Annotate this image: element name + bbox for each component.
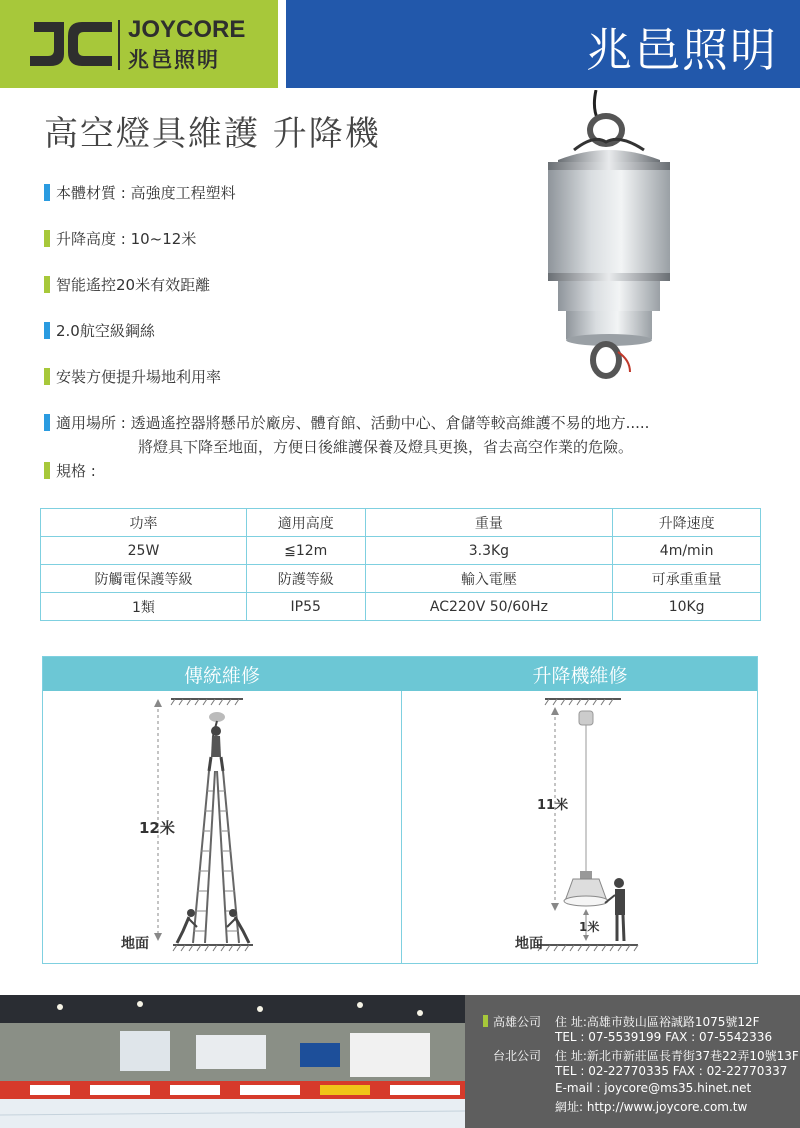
table-cell: 10Kg [613,593,761,621]
bullet-icon [483,1015,488,1027]
hoist-title: 升降機維修 [532,665,628,687]
bullet-icon [44,322,50,339]
table-cell: 防護等級 [246,565,365,593]
email-link[interactable]: E-mail : joycore@ms35.hinet.net [555,1081,752,1095]
page-title: 高空燈具維護 升降機 [44,114,381,154]
table-row [41,537,761,565]
spec-table [40,508,761,621]
traditional-height-label: 12米 [139,819,175,837]
table-cell: 3.3Kg [365,537,613,565]
comparison-header [43,657,757,691]
feature-text: 智能遙控20米有效距離 [56,276,211,294]
kaohsiung-phone: TEL : 07-5539199 FAX : 07-5542336 [555,1030,773,1044]
bullet-icon [44,230,50,247]
table-cell: 輸入電壓 [365,565,613,593]
table-cell: 防觸電保護等級 [41,565,247,593]
table-cell: 適用高度 [246,509,365,537]
table-cell: 功率 [41,509,247,537]
arena-photo [0,995,465,1128]
logo-chinese-name: 兆邑照明 [128,48,220,72]
bullet-icon [44,276,50,293]
header-brand-panel [0,0,278,88]
traditional-ground-label: 地面 [121,936,149,952]
table-cell: 可承重重量 [613,565,761,593]
table-cell: 4m/min [613,537,761,565]
hoist-height-label: 11米 [537,798,569,813]
logo-english-name: JOYCORE [128,16,246,43]
feature-text: 安裝方便提升場地利用率 [56,368,222,386]
traditional-illustration [121,699,253,952]
application-text: 適用場所 : 透過遙控器將懸吊於廠房、體育館、活動中心、倉儲等較高維護不易的地方..... [56,414,650,432]
feature-remote [44,274,210,295]
feature-text: 升降高度 : 10~12米 [56,230,197,248]
spec-label: 規格 : [56,462,96,480]
table-row [41,509,761,537]
bullet-icon [44,368,50,385]
taipei-phone: TEL : 02-22770335 FAX : 02-22770337 [555,1064,788,1078]
hoist-illustration [515,699,638,952]
bullet-icon [44,462,50,479]
table-cell: IP55 [246,593,365,621]
spec-heading [44,460,96,481]
logo-divider [118,20,120,70]
header-title-panel [286,0,800,88]
bullet-icon [44,414,50,431]
table-cell: 1類 [41,593,247,621]
feature-install [44,366,221,387]
taipei-address: 住 址:新北市新莊區長青街37巷22弄10號13F [555,1049,799,1063]
feature-wire [44,320,155,341]
table-cell: 升降速度 [613,509,761,537]
hoist-small-height-label: 1米 [579,920,600,934]
table-cell: 25W [41,537,247,565]
contact-panel [465,995,800,1128]
header-title: 兆邑照明 [586,23,778,77]
taipei-label: 台北公司 [493,1049,542,1063]
feature-material [44,182,236,203]
table-cell: AC220V 50/60Hz [365,593,613,621]
feature-text: 本體材質 : 高強度工程塑料 [56,184,236,202]
bullet-icon [44,184,50,201]
traditional-title: 傳統維修 [183,665,260,687]
comparison-illustration [43,691,757,963]
application-line-2: 將燈具下降至地面，方便日後維護保養及燈具更換，省去高空作業的危險。 [138,438,634,456]
table-cell: ≦12m [246,537,365,565]
website-link[interactable]: 網址: http://www.joycore.com.tw [555,1100,748,1114]
table-cell: 重量 [365,509,613,537]
feature-text: 2.0航空級鋼絲 [56,322,155,340]
kaohsiung-label: 高雄公司 [493,1015,542,1029]
hoist-product-image [534,90,684,390]
jc-logo-icon [24,14,116,74]
table-row [41,565,761,593]
feature-height [44,228,196,249]
maintenance-comparison [42,656,758,964]
table-row [41,593,761,621]
application-line-1 [44,412,649,433]
kaohsiung-address: 住 址:高雄市鼓山區裕誠路1075號12F [555,1015,760,1029]
hoist-ground-label: 地面 [515,936,543,952]
